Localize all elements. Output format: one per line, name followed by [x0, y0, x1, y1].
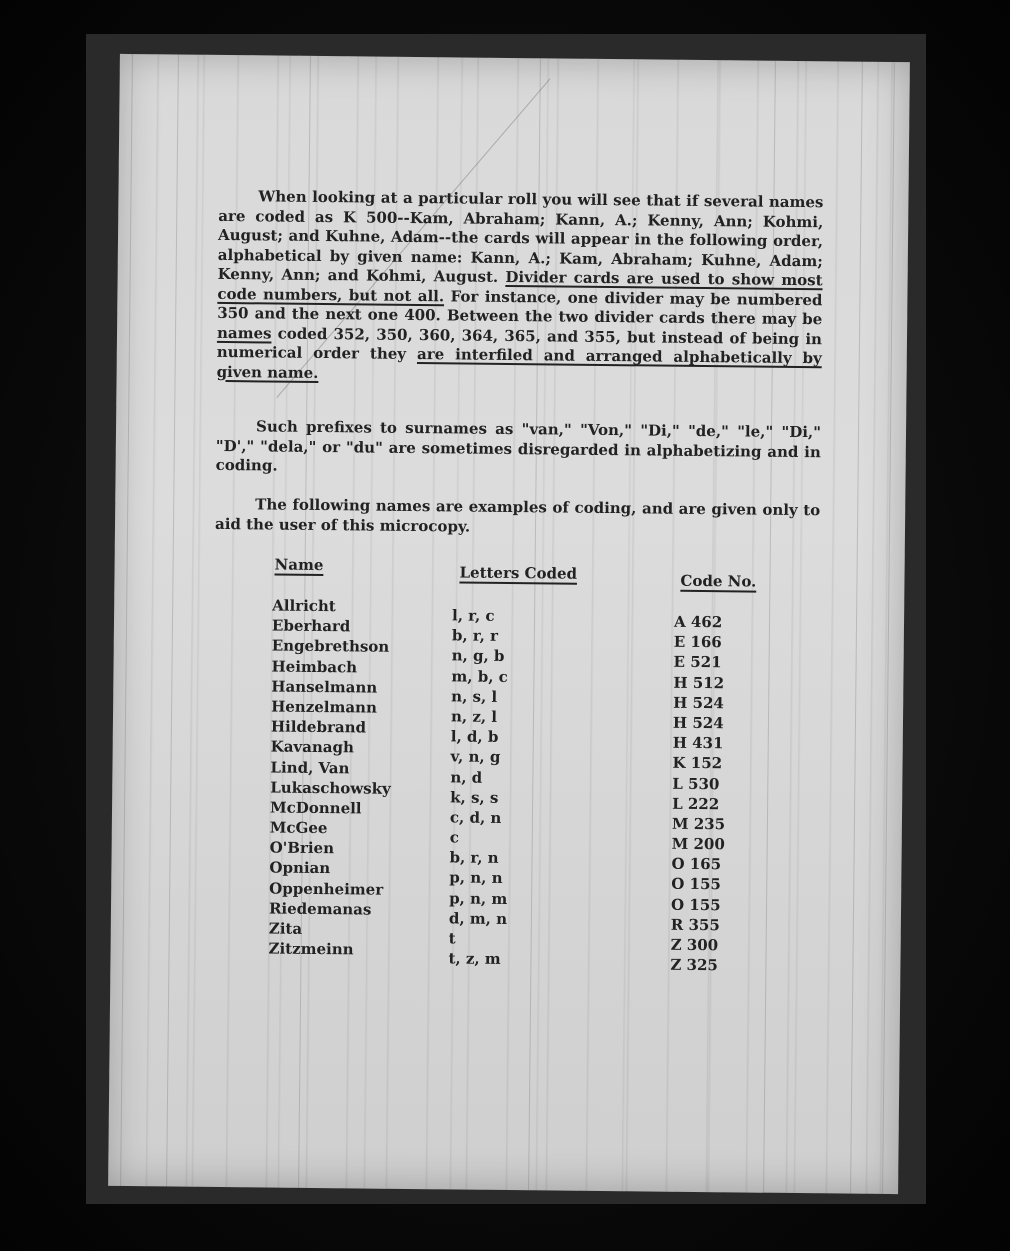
name-cell: McDonnell: [269, 798, 362, 818]
name-cell: Lind, Van: [270, 758, 350, 777]
code-column: [670, 612, 727, 976]
code-cell: E 166: [673, 632, 722, 652]
name-cell: Lukaschowsky: [270, 778, 391, 798]
film-scratch: [166, 55, 179, 1187]
letters-cell: l, d, b: [450, 727, 499, 747]
name-cell: Eberhard: [271, 616, 351, 636]
letters-cell: m, b, c: [451, 666, 508, 686]
name-cell: Henzelmann: [271, 697, 378, 717]
name-cell: Kavanagh: [270, 737, 355, 757]
letters-cell: p, n, n: [449, 868, 503, 888]
letters-cell: b, r, n: [449, 848, 499, 868]
examples-paragraph: The following names are examples of coding, and are given only to aid the user of this microcopy.: [214, 495, 821, 536]
code-cell: H 431: [672, 733, 724, 753]
letters-cell: t, z, m: [448, 949, 501, 969]
code-cell: Z 300: [670, 935, 719, 955]
code-cell: H 524: [672, 713, 724, 733]
code-cell: O 155: [670, 895, 721, 914]
code-cell: A 462: [673, 612, 723, 632]
code-cell: M 235: [671, 814, 726, 834]
name-cell: Heimbach: [271, 657, 358, 676]
name-cell: Allricht: [272, 596, 336, 616]
para1-underlined-names: names: [216, 323, 272, 342]
letters-cell: n, g, b: [451, 646, 505, 666]
name-cell: Oppenheimer: [269, 879, 384, 899]
letters-cell: n, s, l: [451, 687, 498, 706]
code-cell: H 512: [673, 673, 725, 692]
film-scratch: [850, 62, 863, 1194]
para1-text-b: For instance, one divider may be numbered 350 and the next one 400. Between the two divider cards there may be: [217, 286, 823, 329]
name-cell: Engebrethson: [271, 636, 390, 657]
name-cell: O'Brien: [269, 838, 335, 858]
document-page: [108, 54, 910, 1194]
letters-cell: c, d, n: [449, 808, 502, 827]
letters-cell: p, n, m: [449, 889, 508, 908]
name-cell: Hanselmann: [271, 677, 378, 697]
para1-underlined-divider: Divider cards are used to show most code numbers, but not all.: [217, 267, 823, 305]
letters-cell: t: [448, 929, 456, 948]
letters-cell: d, m, n: [448, 909, 508, 928]
code-cell: Z 325: [670, 955, 719, 975]
code-cell: O 165: [671, 854, 722, 874]
code-cell: R 355: [670, 915, 720, 935]
intro-paragraph-1: [217, 187, 824, 388]
name-cell: Zitzmeinn: [268, 939, 354, 959]
para1-text-c: coded 352, 350, 360, 364, 365, and 355, but instead of being in numerical order they: [216, 323, 823, 364]
code-cell: K 152: [672, 754, 723, 773]
name-cell: Riedemanas: [268, 899, 372, 919]
letters-cell: n, z, l: [450, 707, 498, 726]
code-cell: M 200: [671, 834, 725, 854]
name-cell: Zita: [268, 919, 303, 938]
code-cell: L 222: [672, 794, 720, 813]
column-header-letters-coded: Letters Coded: [459, 563, 578, 583]
letters-cell: b, r, r: [451, 626, 499, 646]
name-cell: Opnian: [269, 858, 331, 878]
column-header-name: Name: [274, 555, 324, 575]
name-column: [268, 596, 392, 961]
letters-cell: n, d: [450, 767, 483, 787]
name-cell: Hildebrand: [270, 717, 367, 737]
letters-cell: v, n, g: [450, 747, 501, 767]
para1-underlined-interfiled: are interfiled and arranged alphabetically by given name.: [216, 345, 822, 382]
letters-cell: l, r, c: [451, 606, 495, 625]
letters-cell: c: [449, 828, 459, 847]
code-cell: O 155: [671, 875, 721, 894]
letters-cell: k, s, s: [450, 788, 499, 807]
prefix-paragraph: Such prefixes to surnames as "van," "Von," "Di," "de," "le," "Di," "D'," "dela," or "du" are sometimes disregarded in alphabetizing and in coding.: [215, 417, 822, 475]
code-cell: H 524: [673, 693, 724, 713]
code-cell: E 521: [673, 653, 722, 672]
column-header-code-no: Code No.: [680, 571, 757, 591]
film-scratch: [882, 62, 895, 1194]
code-cell: L 530: [672, 774, 720, 793]
name-cell: McGee: [269, 818, 328, 838]
film-scratch: [120, 54, 133, 1186]
letters-column: [448, 605, 510, 969]
para1-text-a: When looking at a particular roll you will see that if several names are coded as K 500--Kam, Abraham; Kann, A.; Kenny, Ann; Kohmi, August; and Kuhne, Adam--the cards will appear in the following order, alphabetical by given name: Kann, A.; Kam, Abraham; Kuhne, Adam; Kenny, Ann; and Kohmi, August.: [217, 187, 824, 286]
